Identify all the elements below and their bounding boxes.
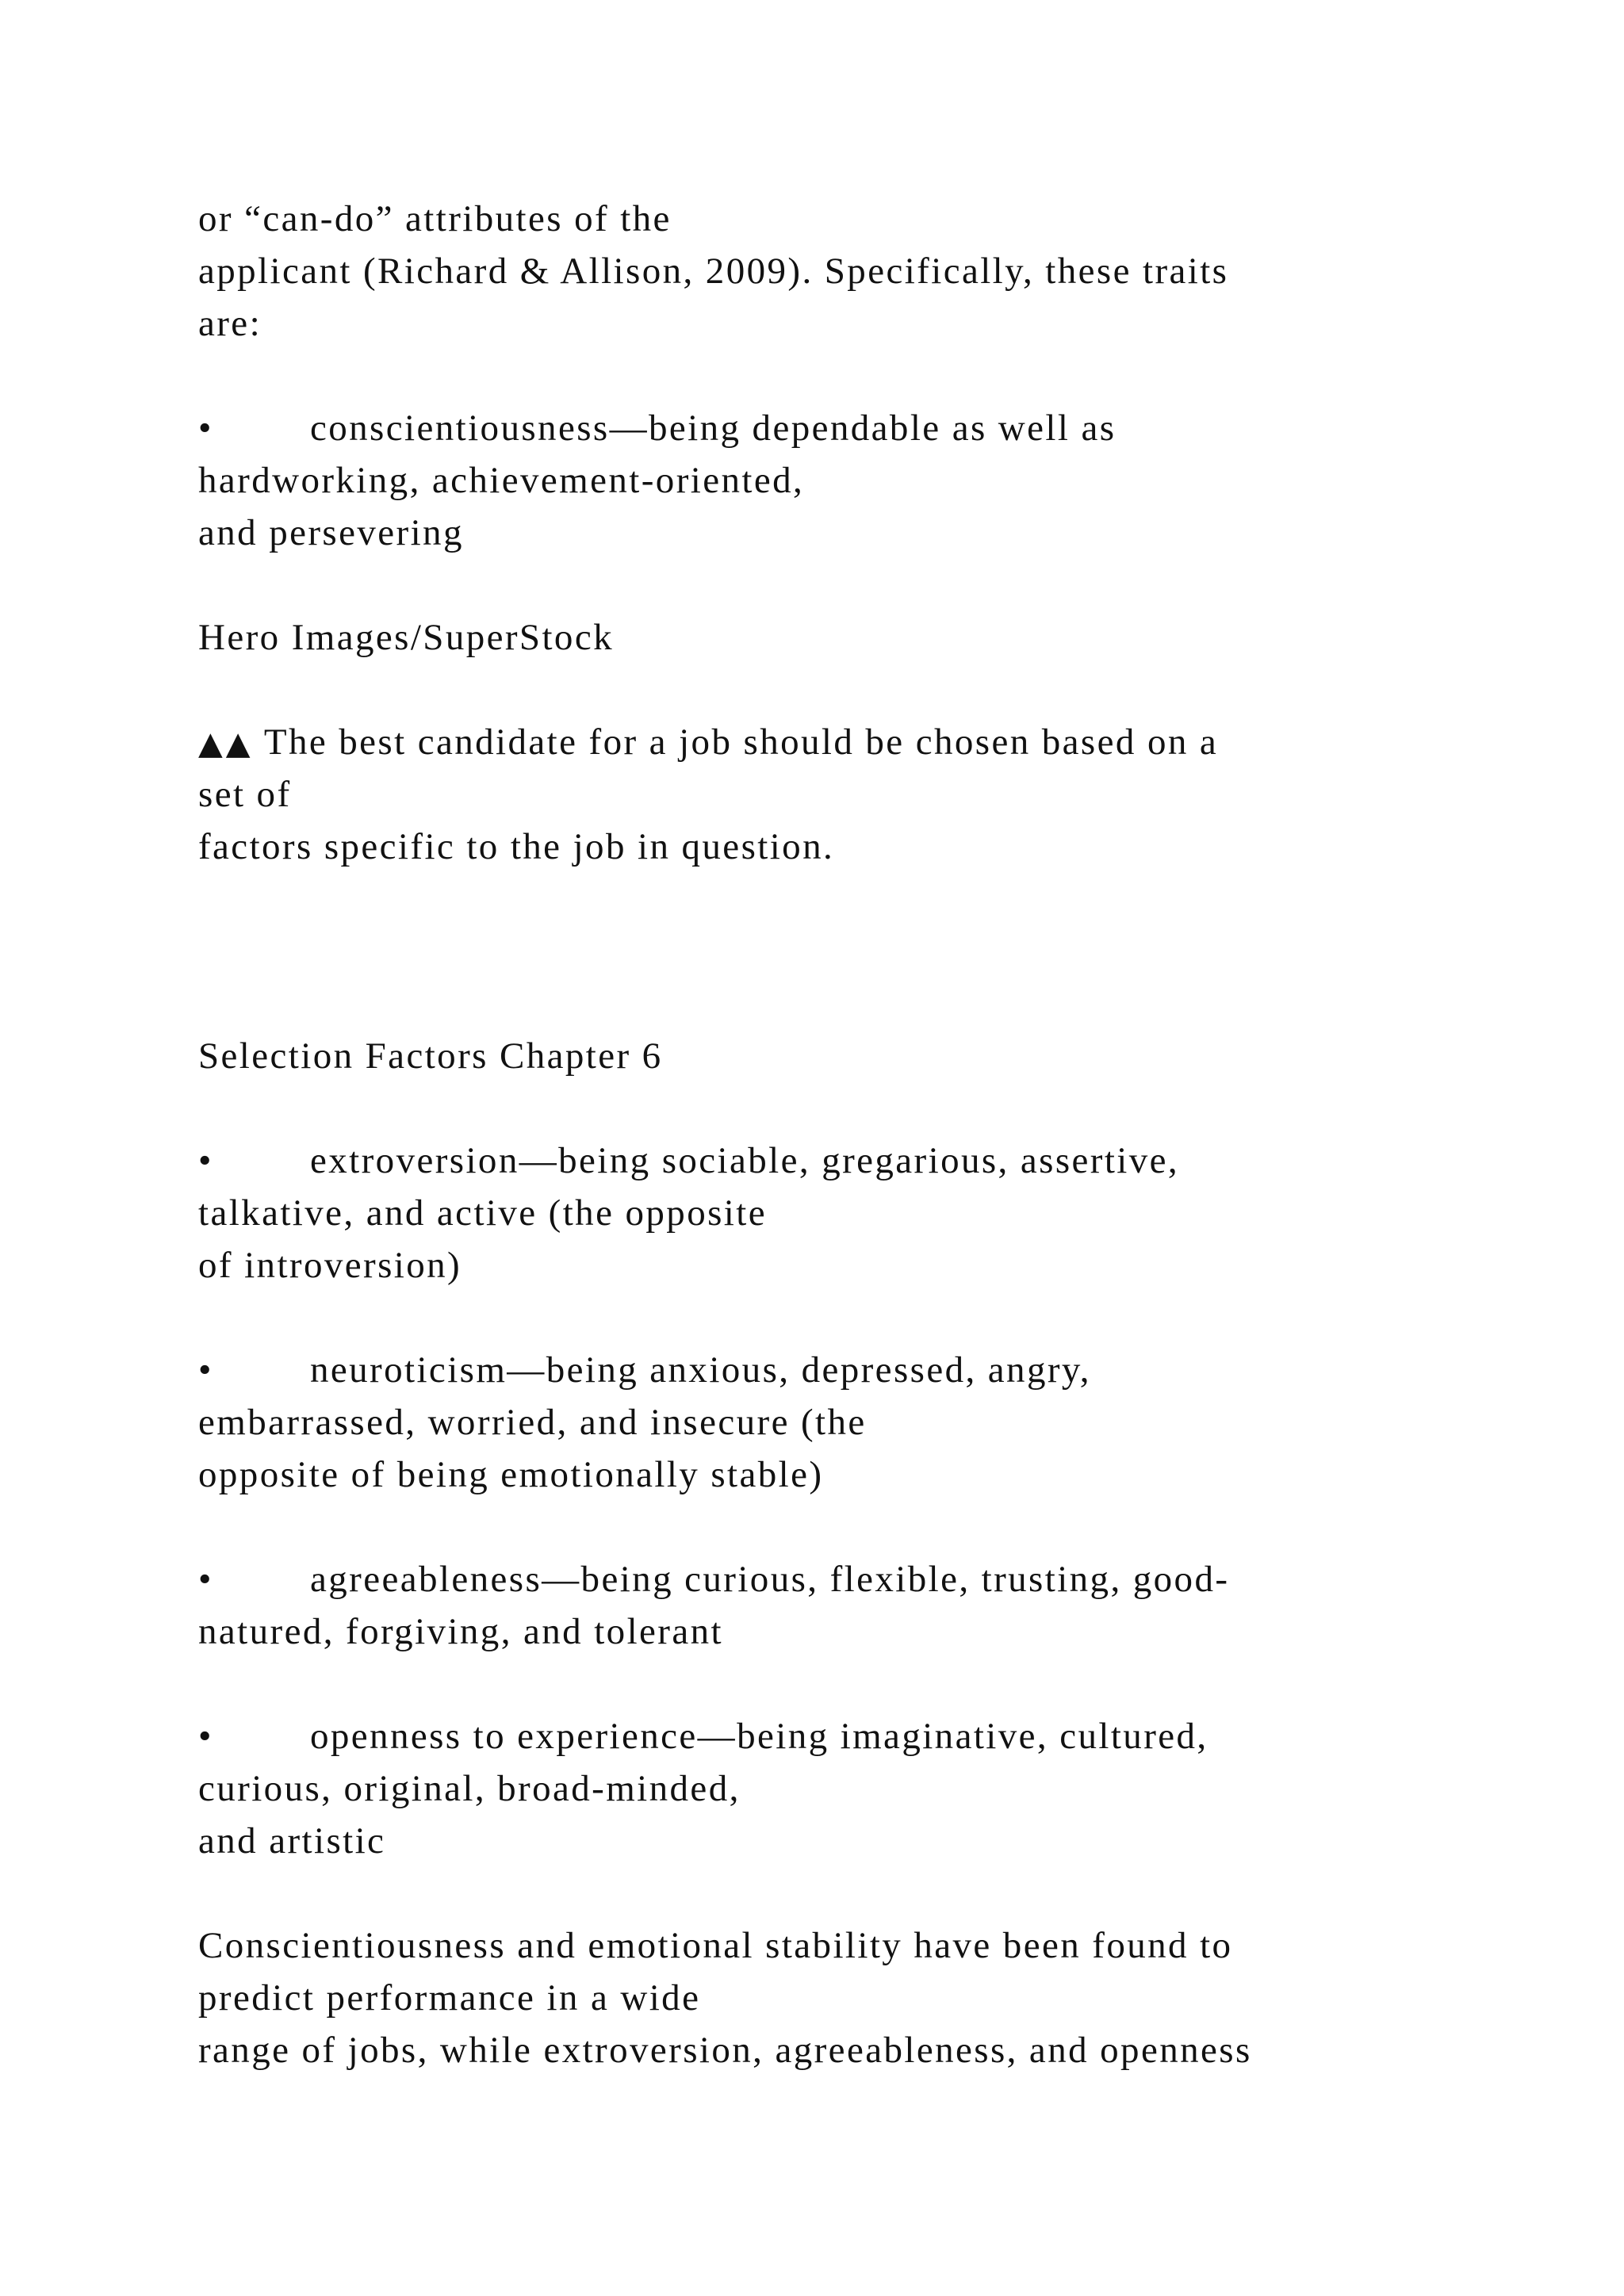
bullet-icon: • [198, 1716, 213, 1757]
closing-line-1: Conscientiousness and emotional stability have been found to [198, 1925, 1233, 1966]
bullet-text: agreeableness—being curious, flexible, trusting, good- [310, 1559, 1230, 1600]
intro-line-1: or “can-do” attributes of the [198, 198, 672, 239]
photo-credit: Hero Images/SuperStock [198, 617, 614, 658]
spacer [198, 350, 1546, 402]
bullet-continuation: embarrassed, worried, and insecure (the [198, 1402, 867, 1443]
bullet-continuation: of introversion) [198, 1245, 462, 1286]
triangle-marker-icon: ▲▲ [198, 725, 254, 762]
bullet-continuation: hardworking, achievement-oriented, [198, 460, 805, 501]
spacer [198, 1501, 1546, 1553]
bullet-continuation: opposite of being emotionally stable) [198, 1454, 824, 1495]
bullet-text: openness to experience—being imaginative, cultured, [310, 1716, 1208, 1757]
spacer [198, 664, 1546, 716]
intro-line-2: applicant (Richard & Allison, 2009). Specifically, these traits [198, 251, 1229, 292]
bullet-first-line [198, 402, 1546, 454]
caption-text: The best candidate for a job should be chosen based on a [263, 721, 1219, 763]
bullet-first-line [198, 1344, 1546, 1396]
bullet-icon: • [198, 1349, 213, 1391]
caption-line-2: set of [198, 774, 292, 815]
bullet-text: extroversion—being sociable, gregarious, assertive, [310, 1140, 1180, 1181]
bullet-icon: • [198, 408, 213, 449]
closing-line-2: predict performance in a wide [198, 1977, 701, 2019]
intro-paragraph [198, 193, 1546, 350]
bullet-continuation: and persevering [198, 512, 464, 553]
spacer [198, 1658, 1546, 1710]
bullet-icon: • [198, 1140, 213, 1181]
spacer [198, 1867, 1546, 1919]
bullet-first-line [198, 1553, 1546, 1605]
bullet-item-neuroticism [198, 1344, 1546, 1501]
bullet-text: neuroticism—being anxious, depressed, angry, [310, 1349, 1091, 1391]
spacer [198, 559, 1546, 611]
closing-line-3: range of jobs, while extroversion, agreeableness, and openness [198, 2030, 1252, 2071]
bullet-item-conscientiousness [198, 402, 1546, 559]
closing-paragraph [198, 1919, 1546, 2076]
body-text [198, 193, 1546, 2076]
running-header: Selection Factors Chapter 6 [198, 1035, 663, 1077]
bullet-first-line [198, 1710, 1546, 1762]
bullet-item-openness [198, 1710, 1546, 1867]
bullet-item-agreeableness [198, 1553, 1546, 1658]
bullet-first-line [198, 1135, 1546, 1187]
spacer [198, 1082, 1546, 1135]
image-caption [198, 716, 1546, 873]
bullet-item-extroversion [198, 1135, 1546, 1292]
bullet-text: conscientiousness—being dependable as well as [310, 408, 1116, 449]
spacer [198, 873, 1546, 1030]
bullet-continuation: curious, original, broad-minded, [198, 1768, 741, 1809]
bullet-icon: • [198, 1559, 213, 1600]
bullet-continuation: talkative, and active (the opposite [198, 1192, 767, 1234]
spacer [198, 1292, 1546, 1344]
intro-line-3: are: [198, 303, 262, 344]
caption-line-3: factors specific to the job in question. [198, 826, 835, 867]
bullet-continuation: natured, forgiving, and tolerant [198, 1611, 723, 1652]
bullet-continuation: and artistic [198, 1820, 386, 1862]
caption-line-1 [198, 716, 1546, 768]
